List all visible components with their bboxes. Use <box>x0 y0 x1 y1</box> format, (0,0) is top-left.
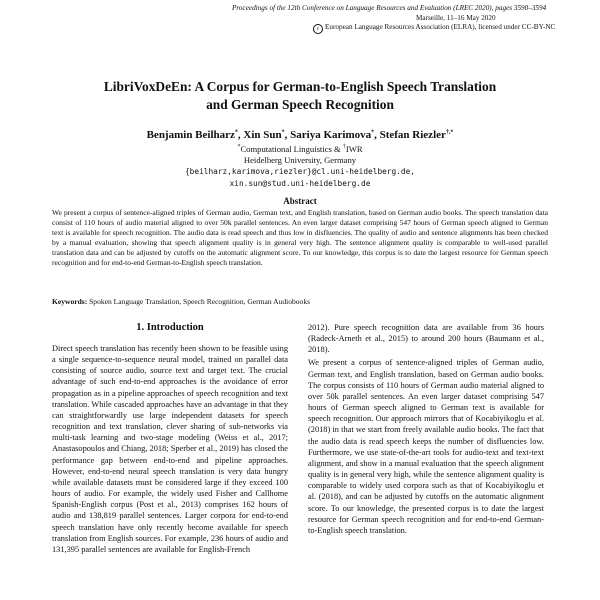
title-line-2: and German Speech Recognition <box>206 97 394 112</box>
author-name: Sariya Karimova <box>290 129 372 141</box>
keywords-text: Spoken Language Translation, Speech Recognition, German Audiobooks <box>89 297 311 306</box>
section-heading-introduction: 1. Introduction <box>136 322 204 333</box>
affiliation-mark: † <box>342 144 346 151</box>
title-line-1: LibriVoxDeEn: A Corpus for German-to-English Speech Translation <box>103 79 497 94</box>
proceedings-line: Proceedings of the 12th Conference on Language Resources and Evaluation (LREC 2020), pages 3590–3594 <box>232 4 547 12</box>
right-column <box>308 322 544 536</box>
body-paragraph: We present a corpus of sentence-aligned triples of German audio, German text, and English translation, based on German audio books. The corpus consists of 110 hours of German audio material aligned to over 50k parallel sentences. An even larger dataset comprising 547 hours of German speech aligned to German text is available for speech recognition. Our approach mirrors that of Kocabiyikoglu et al. (2018) in that we start from freely available audio books. The fact that the audio data is read speech keeps the number of disfluencies low. Furthermore, we use state-of-the-art tools for audio-text and text-text alignment, and show in a manual evaluation that the speech alignment quality is in general very high, while the sentence alignment quality is comparable to widely used corpora such as that of Kocabiyikoglu et al. (2018), and can be adjusted by cutoffs on the automatic alignment score. To our knowledge, the presented corpus is to date the largest resource for German speech recognition and for end-to-end German-to-English speech translation. <box>308 358 544 535</box>
university: Heidelberg University, Germany <box>243 155 357 166</box>
author-name: Xin Sun <box>243 129 282 141</box>
copyright-icon: c <box>313 24 323 34</box>
abstract-text: We present a corpus of sentence-aligned triples of German audio, German text, and English translation, based on German audio books. The speech translation data consist of 110 hours of audio material aligned to over 50k parallel sentences. An even larger dataset comprising 547 hours of German speech aligned to German text is available for speech recognition. The audio data is read speech and thus low in disfluencies. The quality of audio and sentence alignments has been checked by a manual evaluation, showing that speech alignment quality is in general very high. The sentence alignment quality is comparable to well-used parallel translation data and can be adjusted by cutoffs on the automatic alignment score. To our knowledge, this corpus is to date the largest resource for German speech recognition and for end-to-end German-to-English speech translation. <box>52 208 548 267</box>
abstract-heading: Abstract <box>283 196 317 206</box>
author-name: Benjamin Beilharz <box>146 129 235 141</box>
paper-title <box>40 78 560 114</box>
author-mark: †,* <box>445 129 454 136</box>
left-column <box>52 343 288 555</box>
affiliations <box>40 144 560 189</box>
author-mark: * <box>281 129 285 136</box>
author-name: Stefan Riezler <box>379 129 446 141</box>
author-mark: * <box>234 129 238 136</box>
body-paragraph: 2012). Pure speech recognition data are available from 36 hours (Radeck-Arneth et al., 2015) to around 200 hours (Baumann et al., 2018). <box>308 323 544 355</box>
body-paragraph: Direct speech translation has recently been shown to be feasible using a single sequence-to-sequence neural model, trained on parallel data consisting of source audio, source text and target text. The crucial advantage of such end-to-end approaches is the avoidance of error propagation as in a pipeline approaches of speech recognition and text translation. While cascaded approaches have an advantage in that they can straightforwardly use large independent datasets for speech recognition and text translation, clever sharing of sub-networks via multi-task learning and two-stage modeling (Weiss et al., 2017; Anastasopoulos and Chiang, 2018; Sperber et al., 2019) has closed the performance gap between end-to-end and pipeline approaches. However, end-to-end neural speech translation is very data hungry while available datasets must be considered large if they exceed 100 hours of audio. For example, the widely used Fisher and Callhome Spanish-English corpus (Post et al., 2013) comprises 162 hours of audio and 138,819 parallel sentences. Larger corpora for end-to-end speech translation have only recently become available for speech translation from English sources. For example, 236 hours of audio and 131,395 parallel sentences are available for English-French <box>52 344 288 554</box>
proceedings-header <box>232 4 584 34</box>
author-list: Benjamin Beilharz*, Xin Sun*, Sariya Karimova*, Stefan Riezler†,* <box>146 129 454 141</box>
affiliation-mark: * <box>237 144 241 151</box>
affiliation-2: IWR <box>345 144 363 154</box>
license-line <box>232 23 584 34</box>
author-mark: * <box>371 129 375 136</box>
keywords <box>52 297 548 307</box>
email-1: {beilharz,karimova,riezler}@cl.uni-heidelberg.de, <box>184 167 415 177</box>
keywords-label: Keywords: <box>52 297 88 306</box>
license-text: European Language Resources Association (ELRA), licensed under CC-BY-NC <box>325 23 556 32</box>
email-2: xin.sun@stud.uni-heidelberg.de <box>229 178 371 188</box>
affiliation-1: Computational Linguistics & <box>240 144 343 154</box>
affiliation-line <box>40 144 560 155</box>
location-line: Marseille, 11–16 May 2020 <box>416 13 496 22</box>
